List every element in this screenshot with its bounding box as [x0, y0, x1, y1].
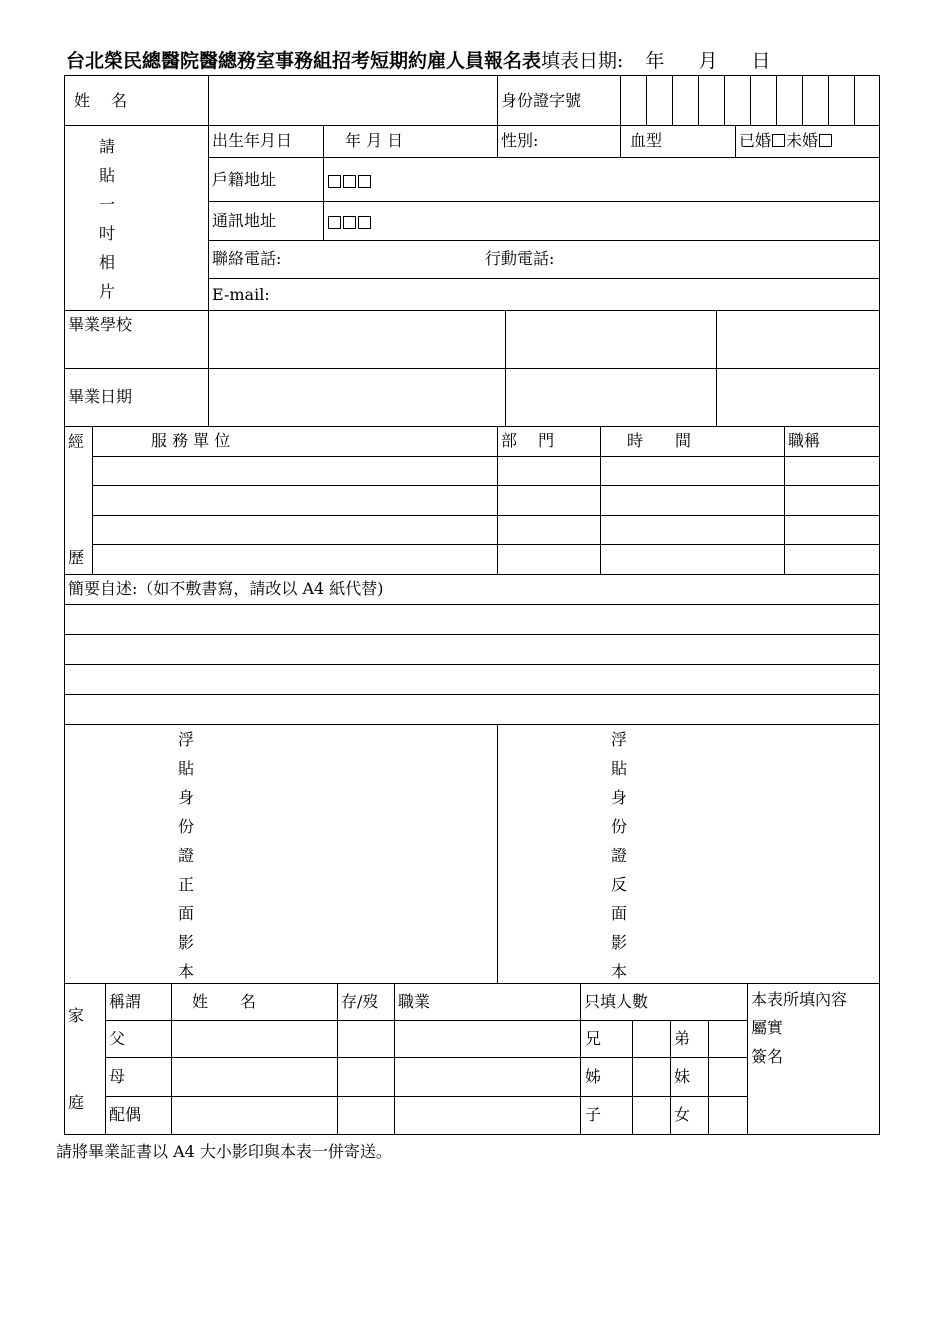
- son-label: 子: [585, 1105, 602, 1124]
- unmarried-checkbox[interactable]: [819, 134, 832, 147]
- relation-mother: 母: [109, 1067, 126, 1086]
- family-side-top: 家: [68, 1006, 85, 1025]
- id-front-char: 影: [177, 933, 194, 952]
- elder-sister-label: 姊: [585, 1067, 602, 1086]
- school-label: 畢業學校: [68, 315, 133, 334]
- declaration-header: 本表所填內容: [751, 990, 848, 1009]
- photo-char: 相: [98, 253, 115, 272]
- name-field[interactable]: [212, 80, 492, 120]
- photo-char: 貼: [98, 166, 115, 185]
- family-side-bottom: 庭: [68, 1093, 85, 1112]
- id-front-char: 本: [177, 962, 194, 981]
- daughter-label: 女: [674, 1105, 691, 1124]
- postal-code-box[interactable]: [343, 175, 356, 188]
- relation-father: 父: [109, 1029, 126, 1048]
- married-label: 已婚: [739, 131, 772, 150]
- photo-char: 吋: [98, 224, 115, 243]
- employer-header: 服 務 單 位: [151, 431, 231, 450]
- signature-label: 簽名: [751, 1047, 784, 1066]
- occupation-header: 職業: [398, 992, 431, 1011]
- postal-code-box[interactable]: [343, 216, 356, 229]
- mailing-address-field[interactable]: [327, 213, 372, 233]
- marital-status: [739, 131, 833, 151]
- relation-header: 稱謂: [109, 992, 142, 1011]
- id-back-char: 影: [610, 933, 627, 952]
- id-back-char: 浮: [610, 730, 627, 749]
- department-header: 部 門: [501, 431, 555, 450]
- postal-code-box[interactable]: [328, 216, 341, 229]
- household-address-field[interactable]: [327, 172, 372, 192]
- id-back-char: 身: [610, 788, 627, 807]
- photo-char: 一: [98, 195, 115, 214]
- birth-date-field[interactable]: 年 月 日: [345, 131, 404, 150]
- id-front-char: 浮: [177, 730, 194, 749]
- alive-header: 存/歿: [341, 992, 379, 1011]
- family-name-header: 姓 名: [192, 992, 257, 1011]
- unmarried-label: 未婚: [786, 131, 819, 150]
- phone-label: 聯絡電話:: [212, 249, 282, 268]
- experience-side-bottom: 歷: [68, 548, 85, 567]
- relation-spouse: 配偶: [109, 1105, 142, 1124]
- name-label: 姓 名: [74, 91, 128, 110]
- younger-sister-label: 妹: [674, 1067, 691, 1086]
- fill-date-day: 日: [751, 50, 771, 72]
- postal-code-box[interactable]: [328, 175, 341, 188]
- photo-placeholder[interactable]: [97, 132, 117, 306]
- id-number-label: 身份證字號: [501, 91, 582, 110]
- id-back-char: 反: [610, 875, 627, 894]
- postal-code-box[interactable]: [358, 175, 371, 188]
- blood-type-label: 血型: [630, 131, 663, 150]
- birth-date-label: 出生年月日: [212, 131, 293, 150]
- id-back-char: 貼: [610, 759, 627, 778]
- id-number-field[interactable]: [622, 78, 878, 122]
- count-header: 只填人數: [584, 992, 649, 1011]
- household-address-label: 戶籍地址: [212, 170, 277, 189]
- younger-brother-label: 弟: [674, 1029, 691, 1048]
- form-title: [66, 46, 770, 73]
- fill-date-year: 年: [645, 50, 665, 72]
- form-heading: 台北榮民總醫院醫總務室事務組招考短期約雇人員報名表: [66, 50, 542, 72]
- period-header: 時 間: [627, 431, 692, 450]
- id-back-char: 證: [610, 846, 627, 865]
- fill-date-label: 填表日期:: [541, 50, 624, 72]
- id-back-char: 本: [610, 962, 627, 981]
- id-back-copy-area[interactable]: [609, 725, 629, 986]
- id-front-char: 正: [177, 875, 194, 894]
- id-front-char: 證: [177, 846, 194, 865]
- photo-char: 片: [98, 282, 115, 301]
- id-back-char: 份: [610, 817, 627, 836]
- mobile-label: 行動電話:: [485, 249, 555, 268]
- married-checkbox[interactable]: [772, 134, 785, 147]
- declaration-line: 屬實: [751, 1018, 784, 1037]
- photo-char: 請: [98, 137, 115, 156]
- gender-label: 性別:: [501, 131, 539, 150]
- fill-date-month: 月: [698, 50, 718, 72]
- graduation-date-label: 畢業日期: [68, 387, 133, 406]
- postal-code-box[interactable]: [358, 216, 371, 229]
- footer-note: 請將畢業証書以 A4 大小影印與本表一併寄送。: [56, 1142, 392, 1161]
- id-front-copy-area[interactable]: [176, 725, 196, 986]
- experience-side-top: 經: [68, 432, 85, 451]
- email-label: E-mail:: [212, 285, 270, 304]
- id-front-char: 身: [177, 788, 194, 807]
- id-back-char: 面: [610, 904, 627, 923]
- job-title-header: 職稱: [788, 431, 821, 450]
- id-front-char: 份: [177, 817, 194, 836]
- mailing-address-label: 通訊地址: [212, 211, 277, 230]
- id-front-char: 面: [177, 904, 194, 923]
- elder-brother-label: 兄: [585, 1029, 602, 1048]
- statement-label: 簡要自述:（如不敷書寫，請改以 A4 紙代替): [68, 579, 384, 598]
- id-front-char: 貼: [177, 759, 194, 778]
